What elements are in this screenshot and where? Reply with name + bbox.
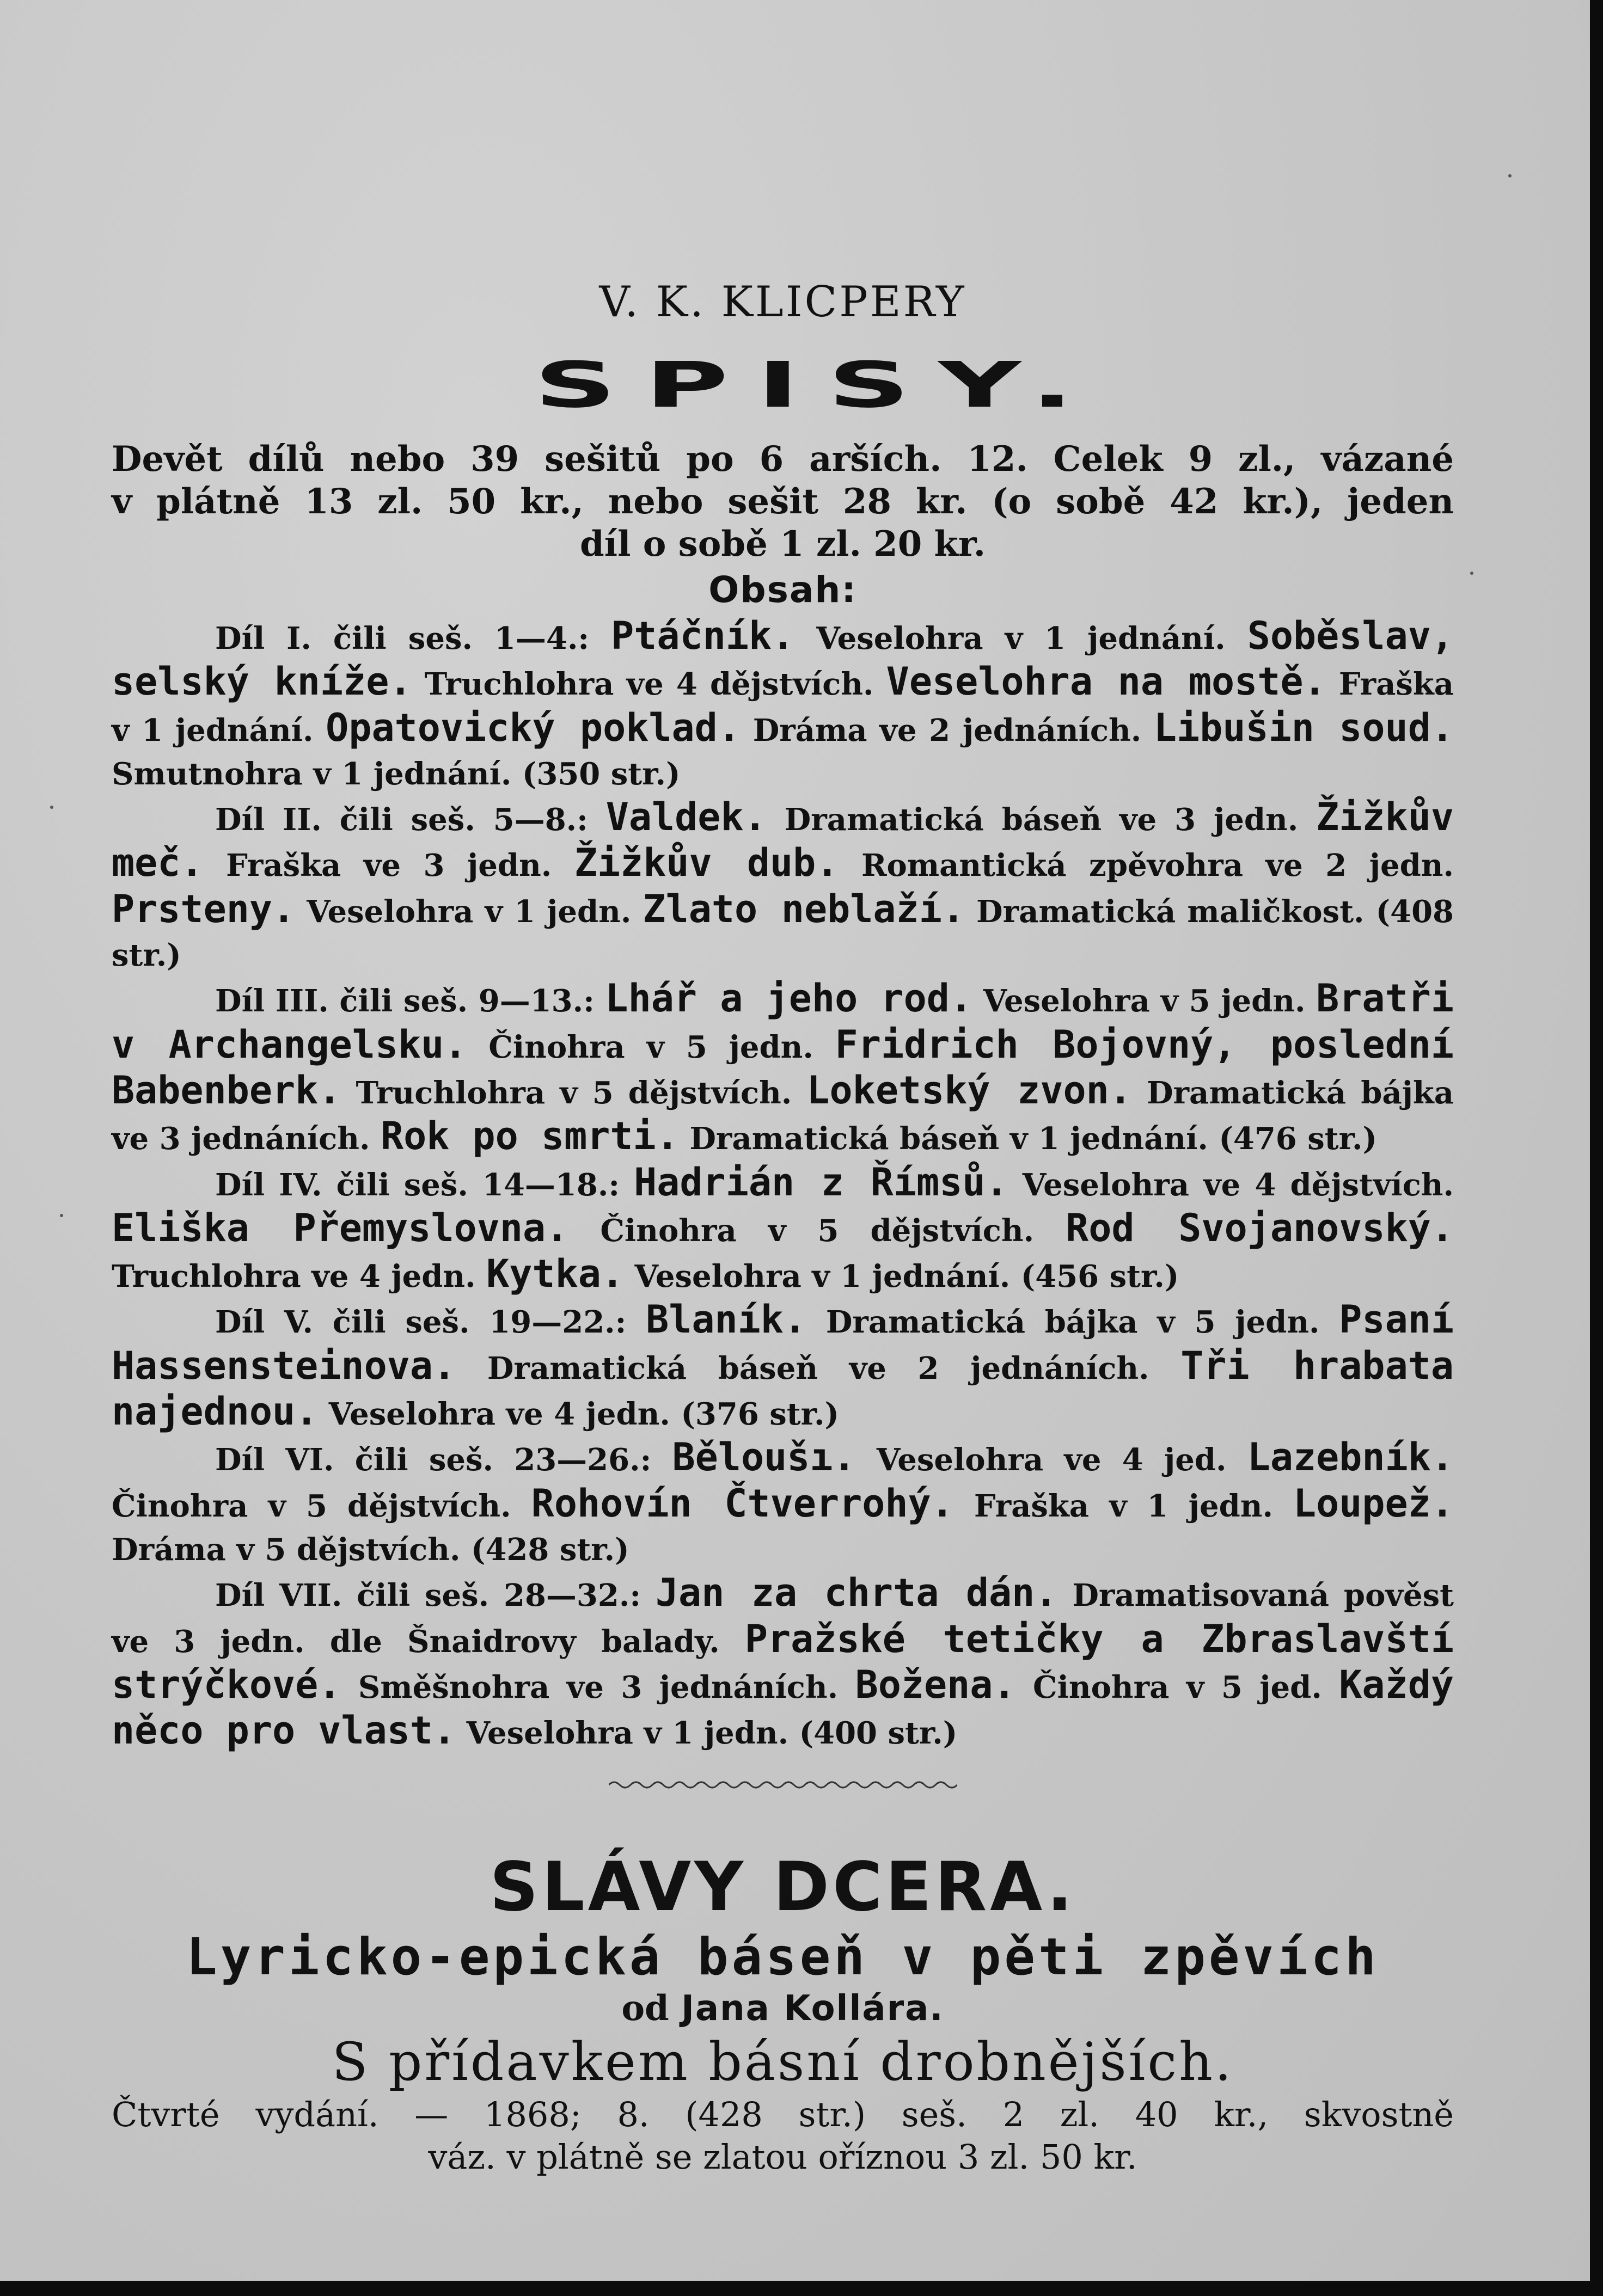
- volume-entry: [112, 796, 1454, 977]
- work-description: Činohra v 5 dějstvích.: [568, 1212, 1066, 1249]
- edition-line: Čtvrté vydání. — 1868; 8. (428 str.) seš. 2 zl. 40 kr., skvostně: [112, 2095, 1454, 2135]
- work-title: Loketský zvon.: [806, 1067, 1132, 1113]
- work-description: Veselohra ve 4 jedn. (376 str.): [318, 1396, 840, 1433]
- work-title: Prsteny.: [112, 886, 296, 931]
- work-title: Božena.: [855, 1662, 1016, 1707]
- work-title: Lazebník.: [1247, 1435, 1454, 1480]
- work-description: Romantická zpěvohra ve 2 jedn.: [839, 848, 1454, 884]
- second-work-byline: [112, 1987, 1454, 2030]
- work-title: Loupež.: [1293, 1481, 1454, 1526]
- work-description: Dramatická bájka v 5 jedn.: [806, 1304, 1339, 1341]
- work-description: Dráma ve 2 jednáních.: [740, 712, 1154, 748]
- pricing-line: Devět dílů nebo 39 sešitů po 6 arších. 12. Celek 9 zl., vázané: [112, 439, 1454, 480]
- ornamental-divider: [609, 1777, 957, 1793]
- work-title: Každý něco pro vlast.: [112, 1662, 1454, 1753]
- print-speck: [60, 1214, 63, 1217]
- work-description: Veselohra v 1 jednání.: [794, 621, 1247, 656]
- work-title: Veselohra na mostě.: [886, 659, 1326, 704]
- work-description: Fraška ve 3 jedn.: [203, 848, 574, 884]
- work-description: Činohra v 5 jedn.: [467, 1029, 835, 1065]
- second-work-title: SLÁVY DCERA.: [490, 1848, 1076, 1927]
- volume-entry: [112, 977, 1454, 1161]
- author-line: V. K. KLICPERY: [599, 278, 966, 327]
- volume-entry: [112, 615, 1454, 796]
- volume-heading: Díl IV. čili seš. 14—18.:: [215, 1167, 634, 1203]
- work-description: Činohra v 5 dějstvích.: [112, 1488, 531, 1524]
- work-title: Kytka.: [486, 1251, 625, 1297]
- page-content: [112, 278, 1454, 2178]
- work-title: Pražské tetičky a Zbraslavští strýčkové.: [112, 1616, 1454, 1707]
- print-speck: [50, 806, 53, 809]
- work-title: Žižkův meč.: [112, 795, 1454, 886]
- pricing-line: v plátně 13 zl. 50 kr., nebo sešit 28 kr. (o sobě 42 kr.), jeden: [112, 481, 1454, 522]
- edition-block: [112, 2094, 1454, 2178]
- work-title: Soběslav, selský kníže.: [112, 613, 1454, 704]
- work-title: Jan za chrta dán.: [655, 1570, 1058, 1616]
- volume-heading: Díl V. čili seš. 19—22.:: [215, 1304, 646, 1341]
- pricing-line: díl o sobě 1 zl. 20 kr.: [580, 524, 986, 564]
- volume-heading: Díl I. čili seš. 1—4.:: [215, 621, 611, 656]
- work-description: Dramatisovaná pověst ve 3 jedn. dle Šnaidrovy balady.: [112, 1577, 1454, 1660]
- work-description: Veselohra ve 4 jed.: [855, 1442, 1247, 1478]
- work-title: Ptáčník.: [611, 613, 795, 658]
- work-title: Psaní Hassensteinova.: [112, 1297, 1454, 1388]
- volume-heading: Díl VII. čili seš. 28—32.:: [215, 1577, 656, 1614]
- work-title: Valdek.: [605, 795, 767, 840]
- work-description: Veselohra v 1 jednání. (456 str.): [624, 1258, 1179, 1295]
- work-description: Veselohra v 5 jedn.: [972, 983, 1317, 1020]
- work-description: Dramatická báseň v 1 jednání. (476 str.): [678, 1121, 1378, 1157]
- work-title: Fridrich Bojovný, poslední Babenberk.: [112, 1022, 1454, 1113]
- work-title: Bratři v Archangelsku.: [112, 976, 1454, 1067]
- volume-entry: [112, 1436, 1454, 1571]
- work-title: Libušin soud.: [1153, 705, 1454, 750]
- work-description: Dramatická maličkost. (408 str.): [112, 893, 1454, 974]
- work-description: Veselohra v 1 jedn.: [295, 893, 643, 930]
- main-title: SPISY.: [534, 348, 1103, 422]
- work-description: Smutnohra v 1 jednání. (350 str.): [112, 756, 681, 792]
- work-description: Fraška v 1 jedn.: [953, 1488, 1293, 1524]
- work-description: Truchlohra ve 4 dějstvích.: [412, 666, 886, 703]
- volume-heading: Díl VI. čili seš. 23—26.:: [215, 1442, 672, 1478]
- work-title: Blaník.: [646, 1297, 807, 1342]
- work-title: Běloušı.: [672, 1435, 856, 1480]
- work-title: Eliška Přemyslovna.: [112, 1205, 569, 1250]
- print-speck: [1470, 572, 1473, 575]
- work-description: Veselohra v 1 jedn. (400 str.): [456, 1715, 958, 1752]
- volume-heading: Díl III. čili seš. 9—13.:: [215, 983, 605, 1020]
- work-description: Truchlohra ve 4 jedn.: [112, 1258, 487, 1295]
- work-title: Zlato neblaží.: [643, 886, 965, 931]
- byline-prefix: od: [621, 1988, 682, 2029]
- work-title: Rok po smrti.: [380, 1114, 679, 1159]
- work-title: Rod Svojanovský.: [1066, 1205, 1454, 1250]
- work-description: Činohra v 5 jed.: [1015, 1669, 1339, 1705]
- volume-heading: Díl II. čili seš. 5—8.:: [215, 802, 606, 838]
- work-description: Dráma v 5 dějstvích. (428 str.): [112, 1531, 629, 1568]
- second-work-subtitle: Lyricko-epická báseň v pěti zpěvích: [186, 1927, 1379, 1987]
- work-title: Žižkův dub.: [574, 840, 839, 886]
- work-title: Tři hrabata najednou.: [112, 1343, 1454, 1434]
- work-title: Opatovický poklad.: [326, 705, 741, 750]
- work-description: Truchlohra v 5 dějstvích.: [341, 1075, 807, 1111]
- pricing-block: [112, 438, 1454, 566]
- work-description: Dramatická bájka ve 3 jednáních.: [112, 1075, 1454, 1157]
- work-title: Rohovín Čtverrohý.: [531, 1481, 954, 1526]
- work-description: Fraška v 1 jednání.: [112, 666, 1454, 748]
- work-title: Hadrián z Římsů.: [634, 1159, 1008, 1205]
- volume-entry: [112, 1161, 1454, 1299]
- work-description: Dramatická báseň ve 3 jedn.: [766, 802, 1317, 838]
- print-speck: [1508, 174, 1512, 177]
- author-name: Jana Kollára.: [681, 1988, 944, 2029]
- edition-line: váz. v plátně se zlatou oříznou 3 zl. 50 kr.: [428, 2137, 1137, 2177]
- work-description: Směšnohra ve 3 jednáních.: [341, 1669, 855, 1705]
- work-title: Lhář a jeho rod.: [605, 976, 973, 1021]
- volume-entry: [112, 1298, 1454, 1436]
- contents-heading: Obsah:: [708, 569, 857, 611]
- work-description: Veselohra ve 4 dějstvích.: [1008, 1167, 1454, 1203]
- volume-list: [112, 615, 1454, 1755]
- second-work-addendum: S přídavkem básní drobnějších.: [332, 2031, 1234, 2093]
- volume-entry: [112, 1571, 1454, 1755]
- work-description: Dramatická báseň ve 2 jednáních.: [456, 1350, 1181, 1386]
